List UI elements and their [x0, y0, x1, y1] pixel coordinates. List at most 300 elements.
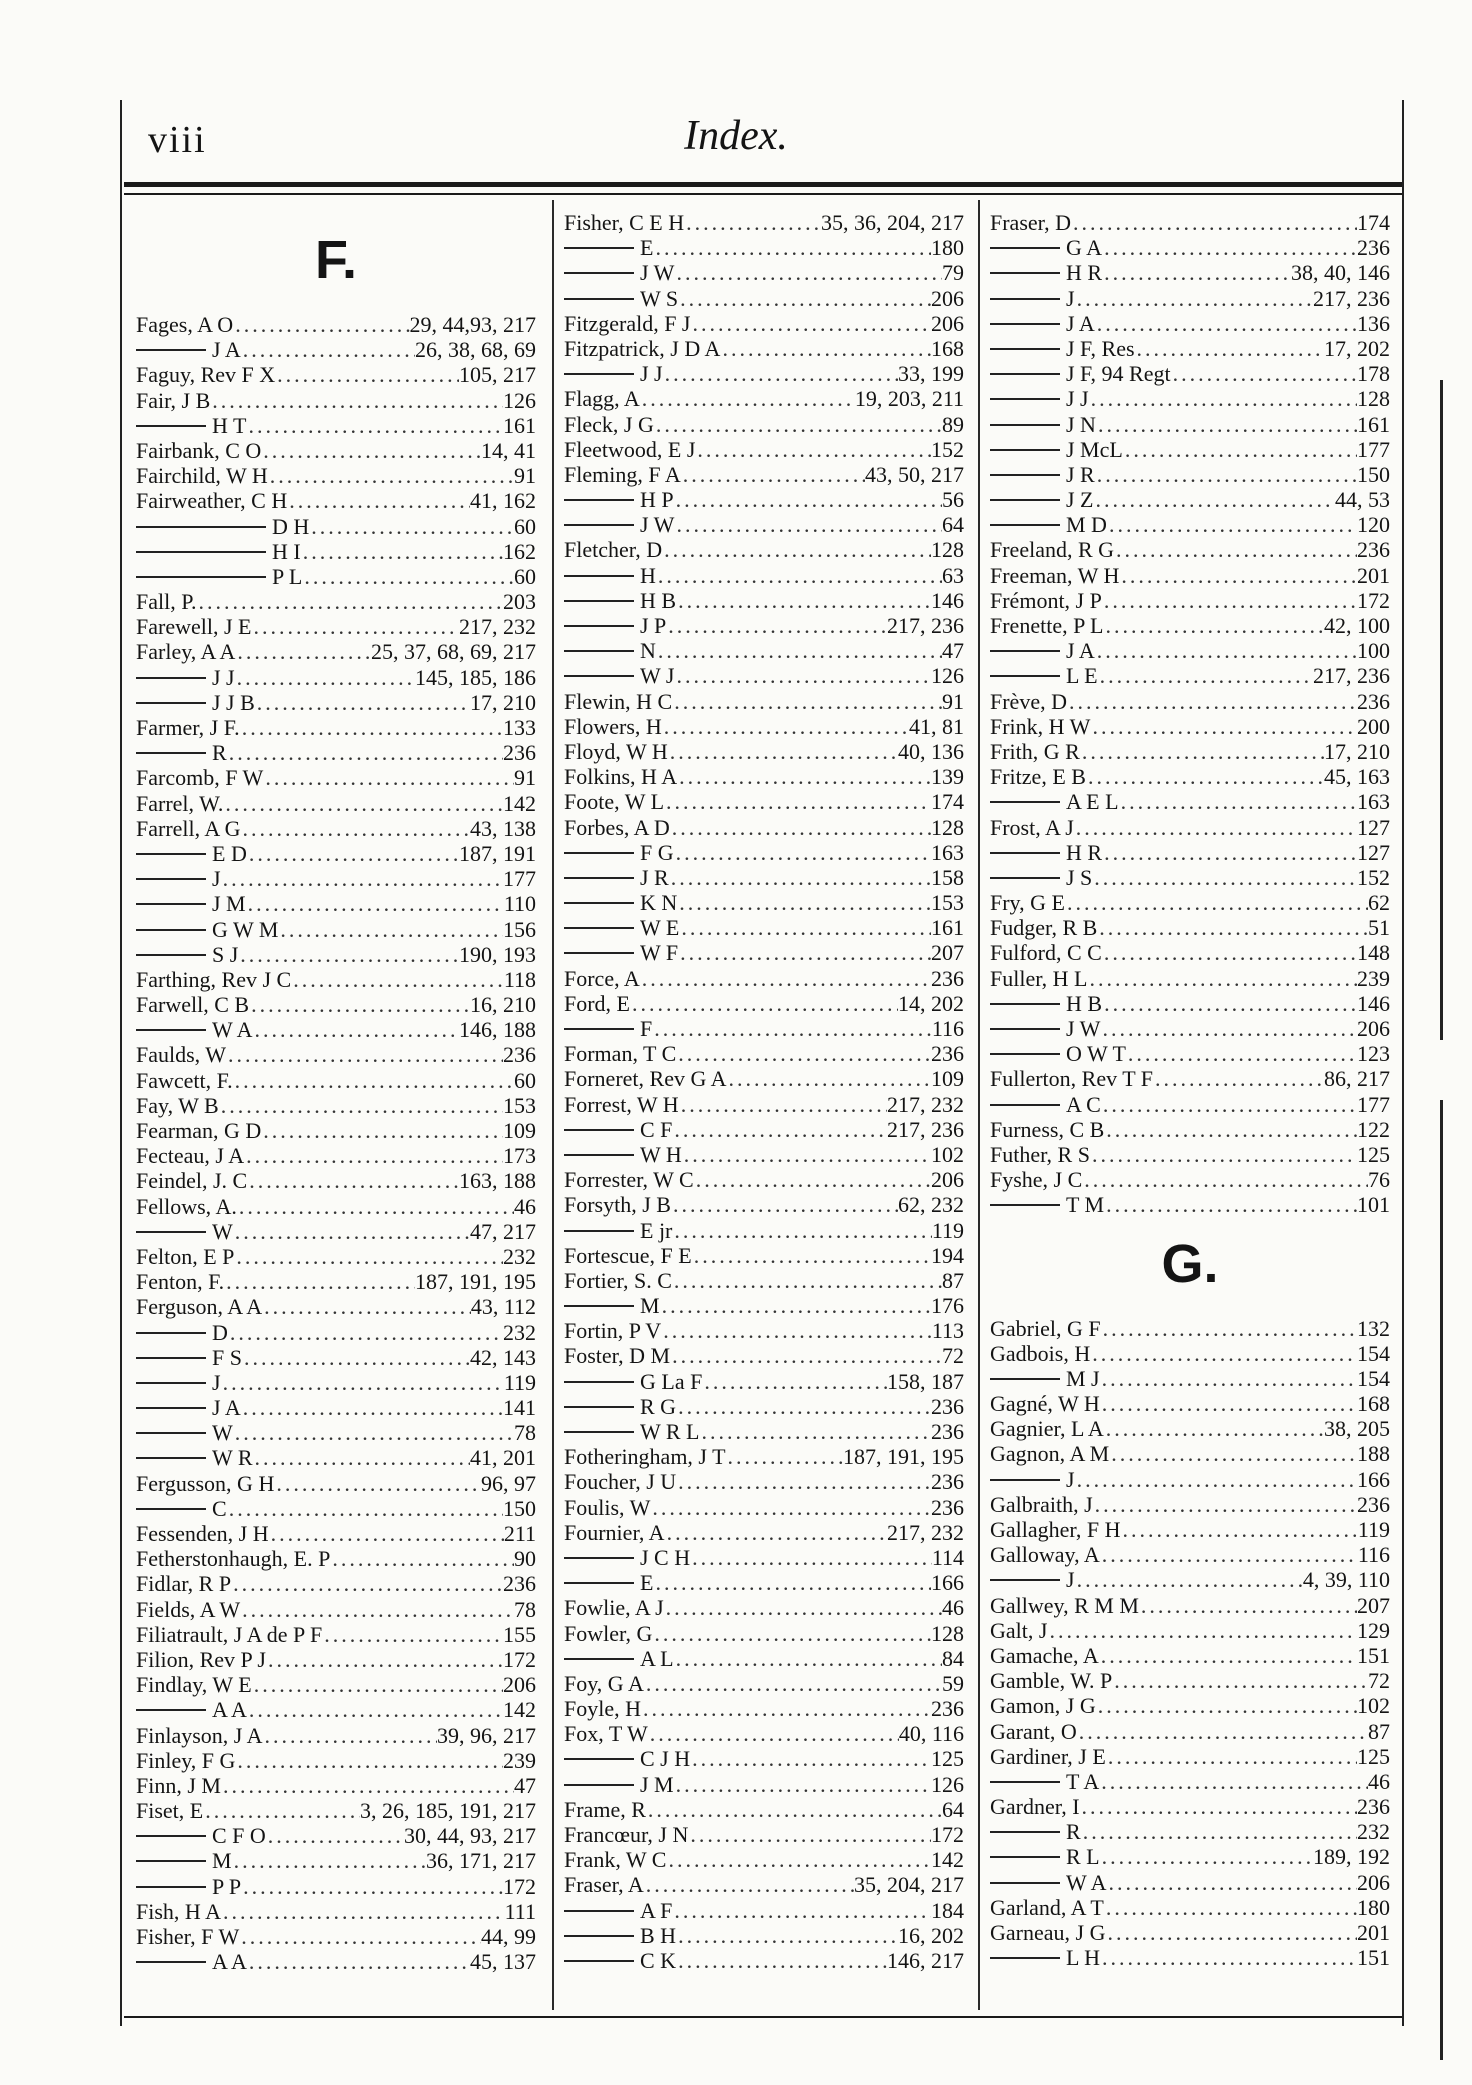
- leader-dots: [233, 1420, 514, 1445]
- ditto-dash: [990, 1479, 1060, 1481]
- entry-pages: 236: [931, 1419, 964, 1444]
- margin-binding-mark: [1440, 1100, 1443, 2060]
- entry-pages: 78: [514, 1596, 536, 1622]
- leader-dots: [221, 866, 503, 891]
- entry-pages: 236: [931, 1494, 964, 1520]
- leader-dots: [674, 512, 942, 537]
- leader-dots: [1100, 1542, 1358, 1567]
- entry-name: H I: [272, 538, 301, 564]
- leader-dots: [1102, 940, 1357, 965]
- entry-name: Fenton, F.: [136, 1269, 225, 1295]
- entry-pages: 91: [514, 463, 536, 489]
- entry-name: Fitzpatrick, J D A: [564, 335, 721, 361]
- index-entry: [136, 1571, 536, 1596]
- entry-pages: 206: [931, 310, 964, 336]
- entry-name: B H: [640, 1922, 677, 1948]
- index-entry: [990, 1668, 1390, 1693]
- entry-name: C K: [640, 1947, 677, 1973]
- entry-pages: 158: [931, 864, 964, 890]
- entry-name: O W T: [1066, 1041, 1126, 1067]
- index-entry: [564, 940, 964, 965]
- index-entry: [990, 1719, 1390, 1744]
- entry-name: Fearman, G D: [136, 1118, 262, 1143]
- entry-pages: 41, 81: [909, 713, 964, 739]
- entry-name: Finley, F G: [136, 1747, 236, 1773]
- entry-pages: 177: [1357, 436, 1390, 462]
- entry-name: Fisher, C E H: [564, 210, 685, 235]
- index-entry: [136, 866, 536, 891]
- entry-pages: 176: [931, 1293, 964, 1319]
- entry-pages: 207: [931, 940, 964, 966]
- index-entry: [564, 311, 964, 336]
- entry-name: Galloway, A: [990, 1542, 1100, 1568]
- entry-name: Fecteau, J A: [136, 1143, 245, 1169]
- index-entry: [990, 1441, 1390, 1466]
- entry-name: J M: [640, 1771, 674, 1797]
- leader-dots: [681, 462, 865, 487]
- entry-pages: 184: [931, 1897, 964, 1923]
- entry-pages: 232: [503, 1243, 536, 1269]
- leader-dots: [646, 1797, 942, 1822]
- entry-pages: 113: [931, 1318, 964, 1344]
- leader-dots: [1100, 1016, 1357, 1041]
- ditto-dash: [990, 852, 1060, 854]
- entry-pages: 89: [942, 411, 964, 437]
- leader-dots: [237, 1194, 514, 1219]
- leader-dots: [652, 1016, 932, 1041]
- index-entry: [564, 739, 964, 764]
- index-entry: [564, 1243, 964, 1268]
- entry-pages: 236: [503, 1571, 536, 1597]
- leader-dots: [644, 1671, 942, 1696]
- entry-name: M: [212, 1848, 232, 1874]
- leader-dots: [241, 816, 471, 841]
- entry-pages: 109: [503, 1118, 536, 1143]
- index-entry: [564, 1696, 964, 1721]
- leader-dots: [244, 1143, 503, 1168]
- index-entry: [990, 336, 1390, 361]
- ditto-dash: [136, 1835, 206, 1837]
- entry-name: Fidlar, R P: [136, 1571, 232, 1597]
- entry-name: Finn, J M: [136, 1772, 221, 1798]
- entry-pages: 128: [931, 537, 964, 563]
- index-entry: [136, 816, 536, 841]
- ditto-dash: [136, 551, 266, 553]
- entry-name: J A: [1066, 638, 1095, 664]
- entry-pages: 136: [1357, 310, 1390, 336]
- leader-dots: [672, 1268, 942, 1293]
- leader-dots: [287, 488, 470, 513]
- entry-name: Fairchild, W H: [136, 463, 268, 489]
- index-entry: [990, 512, 1390, 537]
- entry-name: J J: [1066, 386, 1089, 412]
- ditto-dash: [990, 877, 1060, 879]
- entry-name: W: [212, 1420, 233, 1446]
- entry-pages: 46: [942, 1595, 964, 1621]
- entry-pages: 236: [931, 1469, 964, 1495]
- index-entry: [990, 286, 1390, 311]
- index-entry: [564, 1746, 964, 1771]
- entry-name: T A: [1066, 1768, 1100, 1794]
- ditto-dash: [990, 474, 1060, 476]
- entry-name: Fiset, E: [136, 1798, 204, 1824]
- entry-name: Folkins, H A: [564, 764, 678, 790]
- index-entry: [564, 1016, 964, 1041]
- entry-pages: 125: [1357, 1141, 1390, 1167]
- entry-name: E D: [212, 840, 247, 866]
- leader-dots: [1135, 336, 1324, 361]
- ditto-dash: [990, 323, 1060, 325]
- entry-name: C F O: [212, 1823, 266, 1849]
- entry-pages: 206: [1357, 1869, 1390, 1895]
- index-entry: [990, 235, 1390, 260]
- index-entry: [136, 1420, 536, 1445]
- entry-pages: 139: [931, 764, 964, 790]
- entry-pages: 236: [1357, 688, 1390, 714]
- entry-pages: 217, 236: [1313, 663, 1390, 689]
- ditto-dash: [564, 877, 634, 879]
- entry-name: T M: [1066, 1192, 1105, 1218]
- index-entry: [136, 1848, 536, 1873]
- entry-name: C: [212, 1495, 227, 1521]
- ditto-dash: [136, 576, 266, 578]
- leader-dots: [1107, 1870, 1357, 1895]
- ditto-dash: [136, 954, 206, 956]
- ditto-dash: [136, 878, 206, 880]
- entry-pages: 177: [503, 866, 536, 892]
- ditto-dash: [990, 348, 1060, 350]
- entry-pages: 35, 36, 204, 217: [821, 210, 964, 235]
- entry-pages: 217, 232: [459, 614, 536, 640]
- leader-dots: [691, 311, 932, 336]
- entry-pages: 60: [514, 1067, 536, 1093]
- index-entry: [564, 512, 964, 537]
- index-entry: [136, 967, 536, 992]
- leader-dots: [262, 1294, 471, 1319]
- entry-name: J C H: [640, 1544, 691, 1570]
- entry-name: J: [1066, 1567, 1075, 1593]
- entry-pages: 91: [942, 688, 964, 714]
- leader-dots: [699, 1419, 931, 1444]
- index-entry: [564, 1948, 964, 1973]
- entry-name: Floyd, W H: [564, 738, 668, 764]
- leader-dots: [247, 1168, 459, 1193]
- entry-name: F S: [212, 1344, 242, 1370]
- entry-name: Fotheringham, J T: [564, 1444, 726, 1470]
- leader-dots: [1067, 689, 1357, 714]
- index-entry: [990, 1092, 1390, 1117]
- entry-pages: 4, 39, 110: [1302, 1567, 1390, 1593]
- entry-pages: 46: [1368, 1768, 1390, 1794]
- index-entry: [564, 1092, 964, 1117]
- index-entry: [564, 235, 964, 260]
- index-entry: [990, 890, 1390, 915]
- entry-pages: 43, 112: [470, 1294, 536, 1320]
- ditto-dash: [564, 1028, 634, 1030]
- entry-name: H T: [212, 412, 247, 438]
- entry-pages: 190, 193: [459, 941, 536, 967]
- index-entry: [564, 1192, 964, 1217]
- index-entry: [564, 437, 964, 462]
- index-entry: [136, 791, 536, 816]
- index-entry: [136, 1068, 536, 1093]
- index-entry: [564, 1293, 964, 1318]
- index-entry: [564, 1394, 964, 1419]
- ditto-dash: [564, 1305, 634, 1307]
- index-entry: [564, 1469, 964, 1494]
- leader-dots: [674, 840, 931, 865]
- entry-pages: 47, 217: [470, 1218, 536, 1244]
- leader-dots: [253, 1445, 470, 1470]
- index-entry: [990, 1643, 1390, 1668]
- entry-pages: 206: [931, 1167, 964, 1193]
- ditto-dash: [990, 1781, 1060, 1783]
- leader-dots: [302, 564, 514, 589]
- leader-dots: [666, 1847, 931, 1872]
- index-entry: [564, 1847, 964, 1872]
- index-entry: [136, 942, 536, 967]
- index-entry: [990, 1593, 1390, 1618]
- entry-name: P L: [272, 563, 303, 589]
- entry-pages: 78: [514, 1420, 536, 1446]
- entry-name: J R: [1066, 461, 1095, 487]
- entry-pages: 217, 236: [887, 613, 964, 638]
- entry-pages: 116: [931, 1016, 964, 1041]
- leader-dots: [269, 1521, 504, 1546]
- index-entry: [990, 1618, 1390, 1643]
- leader-dots: [1106, 1744, 1357, 1769]
- entry-pages: 146: [1357, 990, 1390, 1016]
- entry-name: Garland, A T: [990, 1894, 1104, 1920]
- leader-dots: [676, 1923, 898, 1948]
- leader-dots: [665, 1520, 887, 1545]
- entry-name: H: [640, 562, 656, 588]
- leader-dots: [663, 361, 898, 386]
- leader-dots: [232, 1848, 426, 1873]
- entry-name: H P: [640, 487, 674, 513]
- index-entry: [990, 1895, 1390, 1920]
- entry-pages: 155: [503, 1621, 536, 1647]
- entry-pages: 47: [514, 1772, 536, 1798]
- index-entry: [136, 1924, 536, 1949]
- index-entry: [990, 840, 1390, 865]
- entry-name: Foyle, H: [564, 1696, 641, 1722]
- leader-dots: [227, 740, 503, 765]
- entry-pages: 236: [503, 1042, 536, 1068]
- index-entry: [990, 1016, 1390, 1041]
- ditto-dash: [990, 499, 1060, 501]
- ditto-dash: [990, 524, 1060, 526]
- entry-name: Fraser, D: [990, 210, 1071, 235]
- entry-pages: 3, 26, 185, 191, 217: [360, 1798, 536, 1824]
- entry-name: J J B: [212, 689, 255, 715]
- index-entry: [136, 1899, 536, 1924]
- entry-name: Faulds, W: [136, 1042, 227, 1068]
- index-entry: [136, 715, 536, 740]
- entry-name: J S: [1066, 864, 1093, 890]
- leader-dots: [1109, 1441, 1357, 1466]
- entry-name: Fuller, H L: [990, 965, 1088, 991]
- index-entry: [564, 1495, 964, 1520]
- index-entry: [136, 1269, 536, 1294]
- entry-pages: 126: [931, 663, 964, 689]
- entry-pages: 142: [931, 1847, 964, 1873]
- entry-name: J J: [212, 664, 235, 690]
- leader-dots: [233, 312, 409, 337]
- index-entry: [564, 764, 964, 789]
- entry-pages: 64: [942, 512, 964, 538]
- entry-pages: 129: [1357, 1617, 1390, 1643]
- entry-pages: 236: [931, 1041, 964, 1067]
- entry-pages: 90: [514, 1546, 536, 1572]
- entry-name: J P: [640, 613, 667, 638]
- entry-name: Fish, H A: [136, 1898, 221, 1924]
- entry-name: Galt, J: [990, 1617, 1048, 1643]
- ditto-dash: [136, 425, 206, 427]
- entry-name: Gagnon, A M: [990, 1441, 1110, 1467]
- entry-pages: 17, 210: [1324, 738, 1390, 764]
- entry-name: Gallwey, R M M: [990, 1592, 1139, 1618]
- entry-pages: 128: [931, 1620, 964, 1646]
- entry-name: Fry, G E: [990, 890, 1065, 916]
- entry-name: Gallagher, F H: [990, 1517, 1121, 1542]
- ditto-dash: [990, 1957, 1060, 1959]
- entry-name: E: [640, 235, 654, 261]
- index-entry: [136, 1345, 536, 1370]
- leader-dots: [640, 966, 931, 991]
- index-entry: [564, 462, 964, 487]
- entry-pages: 163: [1357, 789, 1390, 815]
- entry-name: Ferguson, A A: [136, 1294, 263, 1320]
- leader-dots: [676, 1469, 931, 1494]
- leader-dots: [727, 1066, 931, 1091]
- leader-dots: [1102, 260, 1291, 285]
- entry-name: J A: [1066, 310, 1095, 336]
- index-entry: [990, 1341, 1390, 1366]
- ditto-dash: [564, 1406, 634, 1408]
- entry-pages: 168: [1357, 1391, 1390, 1417]
- leader-dots: [1103, 613, 1324, 638]
- entry-name: Filion, Rev P J: [136, 1646, 266, 1672]
- entry-pages: 16, 210: [470, 992, 536, 1018]
- entry-name: W E: [640, 915, 680, 941]
- leader-dots: [1107, 512, 1357, 537]
- leader-dots: [274, 1471, 481, 1496]
- entry-name: P P: [212, 1873, 242, 1899]
- index-entry: [990, 260, 1390, 285]
- entry-name: Frank, W C: [564, 1847, 667, 1873]
- entry-name: Fortier, S. C: [564, 1267, 672, 1293]
- index-entry: [136, 1874, 536, 1899]
- entry-pages: 187, 191: [459, 840, 536, 866]
- entry-pages: 174: [931, 789, 964, 815]
- index-entry: [136, 1647, 536, 1672]
- entry-pages: 217, 236: [1313, 285, 1390, 311]
- entry-pages: 40, 136: [898, 738, 964, 764]
- leader-dots: [241, 337, 415, 362]
- index-entry: [136, 438, 536, 463]
- leader-dots: [1099, 1769, 1368, 1794]
- index-entry: [990, 1192, 1390, 1217]
- entry-pages: 153: [503, 1092, 536, 1118]
- leader-dots: [690, 1746, 931, 1771]
- leader-dots: [240, 1597, 514, 1622]
- index-entry: [136, 1773, 536, 1798]
- entry-pages: 41, 201: [470, 1445, 536, 1471]
- leader-dots: [661, 1318, 932, 1343]
- entry-name: Feindel, J. C: [136, 1168, 248, 1194]
- entry-pages: 36, 171, 217: [426, 1848, 536, 1874]
- entry-pages: 180: [1357, 1894, 1390, 1920]
- ditto-dash: [564, 373, 634, 375]
- entry-name: Farrel, W.: [136, 790, 224, 816]
- entry-name: Felton, E P: [136, 1243, 235, 1269]
- index-entry: [990, 1041, 1390, 1066]
- index-entry: [564, 286, 964, 311]
- index-entry: [564, 638, 964, 663]
- leader-dots: [672, 1898, 931, 1923]
- index-entry: [136, 841, 536, 866]
- index-entry: [136, 1445, 536, 1470]
- entry-pages: 35, 204, 217: [854, 1872, 964, 1898]
- entry-name: Fullerton, Rev T F: [990, 1066, 1153, 1092]
- entry-pages: 60: [514, 563, 536, 589]
- index-entry: [564, 689, 964, 714]
- leader-dots: [1104, 1416, 1324, 1441]
- leader-dots: [1123, 437, 1357, 462]
- ditto-dash: [136, 903, 206, 905]
- leader-dots: [234, 1244, 503, 1269]
- leader-dots: [1119, 563, 1357, 588]
- entry-name: Gamon, J G: [990, 1693, 1096, 1719]
- entry-pages: 145, 185, 186: [415, 664, 536, 690]
- entry-name: Fortin, P V: [564, 1318, 662, 1344]
- entry-pages: 146, 217: [887, 1947, 964, 1973]
- entry-pages: 166: [1357, 1466, 1390, 1492]
- leader-dots: [1092, 865, 1357, 890]
- ditto-dash: [136, 349, 206, 351]
- leader-dots: [1086, 764, 1324, 789]
- entry-pages: 206: [931, 285, 964, 311]
- entry-name: Frenette, P L: [990, 613, 1104, 638]
- entry-name: W J: [640, 663, 675, 689]
- index-entry: [564, 1419, 964, 1444]
- entry-name: N: [640, 638, 656, 664]
- entry-pages: 51: [1368, 915, 1390, 941]
- entry-name: M: [640, 1293, 660, 1319]
- ditto-dash: [564, 650, 634, 652]
- index-entry: [564, 1142, 964, 1167]
- entry-name: J Z: [1066, 487, 1094, 513]
- ditto-dash: [990, 272, 1060, 274]
- entry-pages: 128: [1357, 386, 1390, 412]
- entry-pages: 142: [503, 1697, 536, 1723]
- entry-name: W A: [212, 1017, 253, 1043]
- leader-dots: [670, 1343, 942, 1368]
- entry-name: J W: [640, 512, 675, 538]
- leader-dots: [674, 260, 942, 285]
- leader-dots: [1100, 1391, 1357, 1416]
- entry-name: Freeman, W H: [990, 562, 1120, 588]
- entry-pages: 236: [1357, 235, 1390, 261]
- index-entry: [990, 1542, 1390, 1567]
- entry-name: W R L: [640, 1419, 700, 1444]
- entry-name: J J: [640, 361, 663, 387]
- entry-name: Gardner, I: [990, 1794, 1080, 1820]
- leader-dots: [660, 1293, 931, 1318]
- index-entry: [564, 1822, 964, 1847]
- index-entry: [564, 1923, 964, 1948]
